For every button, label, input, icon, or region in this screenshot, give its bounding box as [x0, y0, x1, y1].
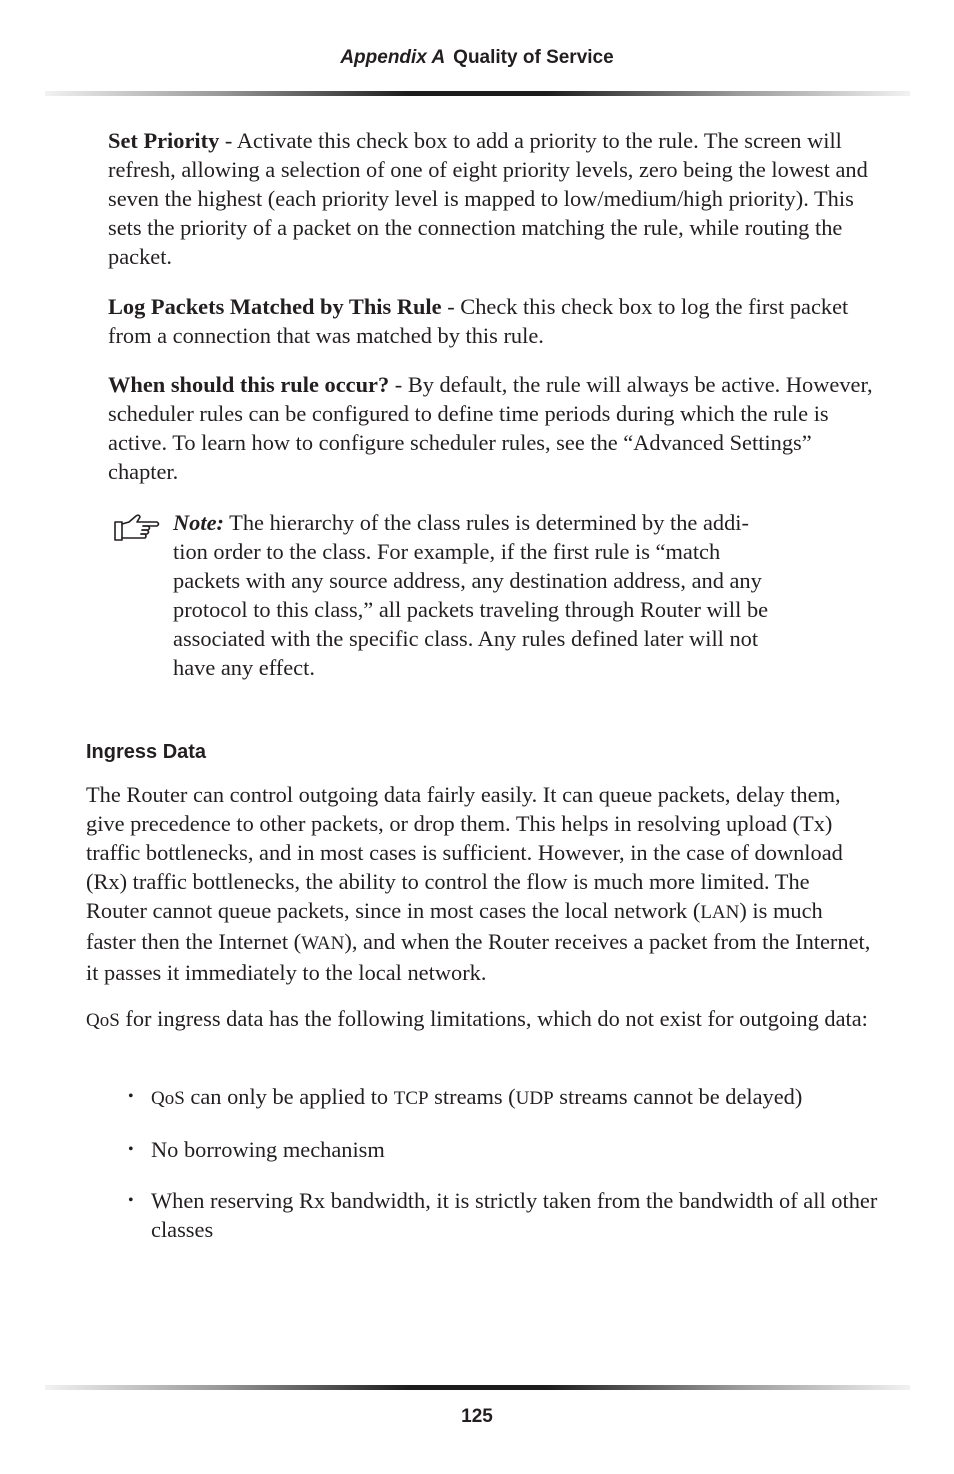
ingress-intro-paragraph — [86, 780, 876, 987]
bullet-text: streams cannot be delayed) — [553, 1084, 803, 1109]
log-packets-text: - Check this check box to log the first packet from a connection that was matched by this rule. — [108, 294, 849, 348]
lan-abbrev: LAN — [700, 902, 740, 923]
limitations-text: for ingress data has the following limitations, which do not exist for outgoing data: — [119, 1006, 868, 1031]
bullet-dot-icon: • — [128, 1192, 134, 1209]
when-rule-text: - By default, the rule will always be active. However, scheduler rules can be configured to define time periods during which the rule is active. To learn how to configure scheduler rules, see the “Advanced Settings” chapter. — [108, 372, 873, 484]
bullet-text: streams ( — [428, 1084, 516, 1109]
header-title: Quality of Service — [453, 47, 614, 68]
set-priority-paragraph — [108, 126, 878, 271]
note-paragraph — [173, 508, 783, 682]
qos-abbrev: QoS — [151, 1088, 185, 1109]
bullet-text: can only be applied to — [184, 1084, 394, 1109]
bullet-text: No borrowing mechanism — [151, 1137, 385, 1162]
bullet-dot-icon: • — [128, 1088, 134, 1105]
bullet-dot-icon: • — [128, 1141, 134, 1158]
log-packets-paragraph — [108, 292, 878, 350]
qos-abbrev: QoS — [86, 1010, 120, 1031]
running-header — [0, 46, 954, 70]
list-item — [86, 1186, 886, 1244]
when-rule-paragraph — [108, 370, 878, 486]
list-item — [86, 1082, 886, 1113]
intro-text-1: The Router can control outgoing data fairly easily. It can queue packets, delay them, give precedence to other packets, or drop them. This helps in resolving upload (Tx) traffic bottlenecks, and in most cases is sufficient. However, in the case of download (Rx) traffic bottlenecks, the ability to control the flow is much more limited. The Router cannot queue packets, since in most cases the local network ( — [86, 782, 843, 923]
page-number: 125 — [461, 1406, 493, 1427]
set-priority-text: - Activate this check box to add a priority to the rule. The screen will refresh, allowing a selection of one of eight priority levels, zero being the lowest and seven the highest (each priority level is mapped to low/medium/high priority). This sets the priority of a packet on the connection matching the rule, while routing the packet. — [108, 128, 868, 269]
udp-abbrev: UDP — [515, 1088, 554, 1109]
bullet-text: When reserving Rx bandwidth, it is strictly taken from the bandwidth of all other classes — [151, 1188, 878, 1242]
section-heading: Ingress Data — [86, 741, 207, 763]
limitations-list — [86, 1082, 886, 1266]
tcp-abbrev: TCP — [393, 1088, 429, 1109]
intro-text-2: ) is much faster then the Internet ( — [86, 898, 823, 954]
wan-abbrev: WAN — [301, 933, 345, 954]
note-lead: Note: — [173, 510, 224, 535]
when-rule-term: When should this rule occur? — [108, 372, 390, 397]
note-text: The hierarchy of the class rules is determined by the addi-tion order to the class. For example, if the first rule is “match packets with any source address, any destination address, and any protocol to this class,” all packets traveling through Router will be associated with the specific class. Any rules defined later will not have any effect. — [173, 510, 769, 680]
header-appendix-label: Appendix A — [340, 47, 446, 68]
limitations-paragraph — [86, 1004, 876, 1035]
pointing-hand-icon — [112, 510, 162, 546]
header-divider — [45, 91, 910, 96]
intro-text-3: ), and when the Router receives a packet from the Internet, it passes it immediately to the local network. — [86, 929, 871, 985]
list-item — [86, 1135, 886, 1164]
log-packets-term: Log Packets Matched by This Rule — [108, 294, 442, 319]
set-priority-term: Set Priority — [108, 128, 220, 153]
footer-divider — [45, 1385, 910, 1390]
